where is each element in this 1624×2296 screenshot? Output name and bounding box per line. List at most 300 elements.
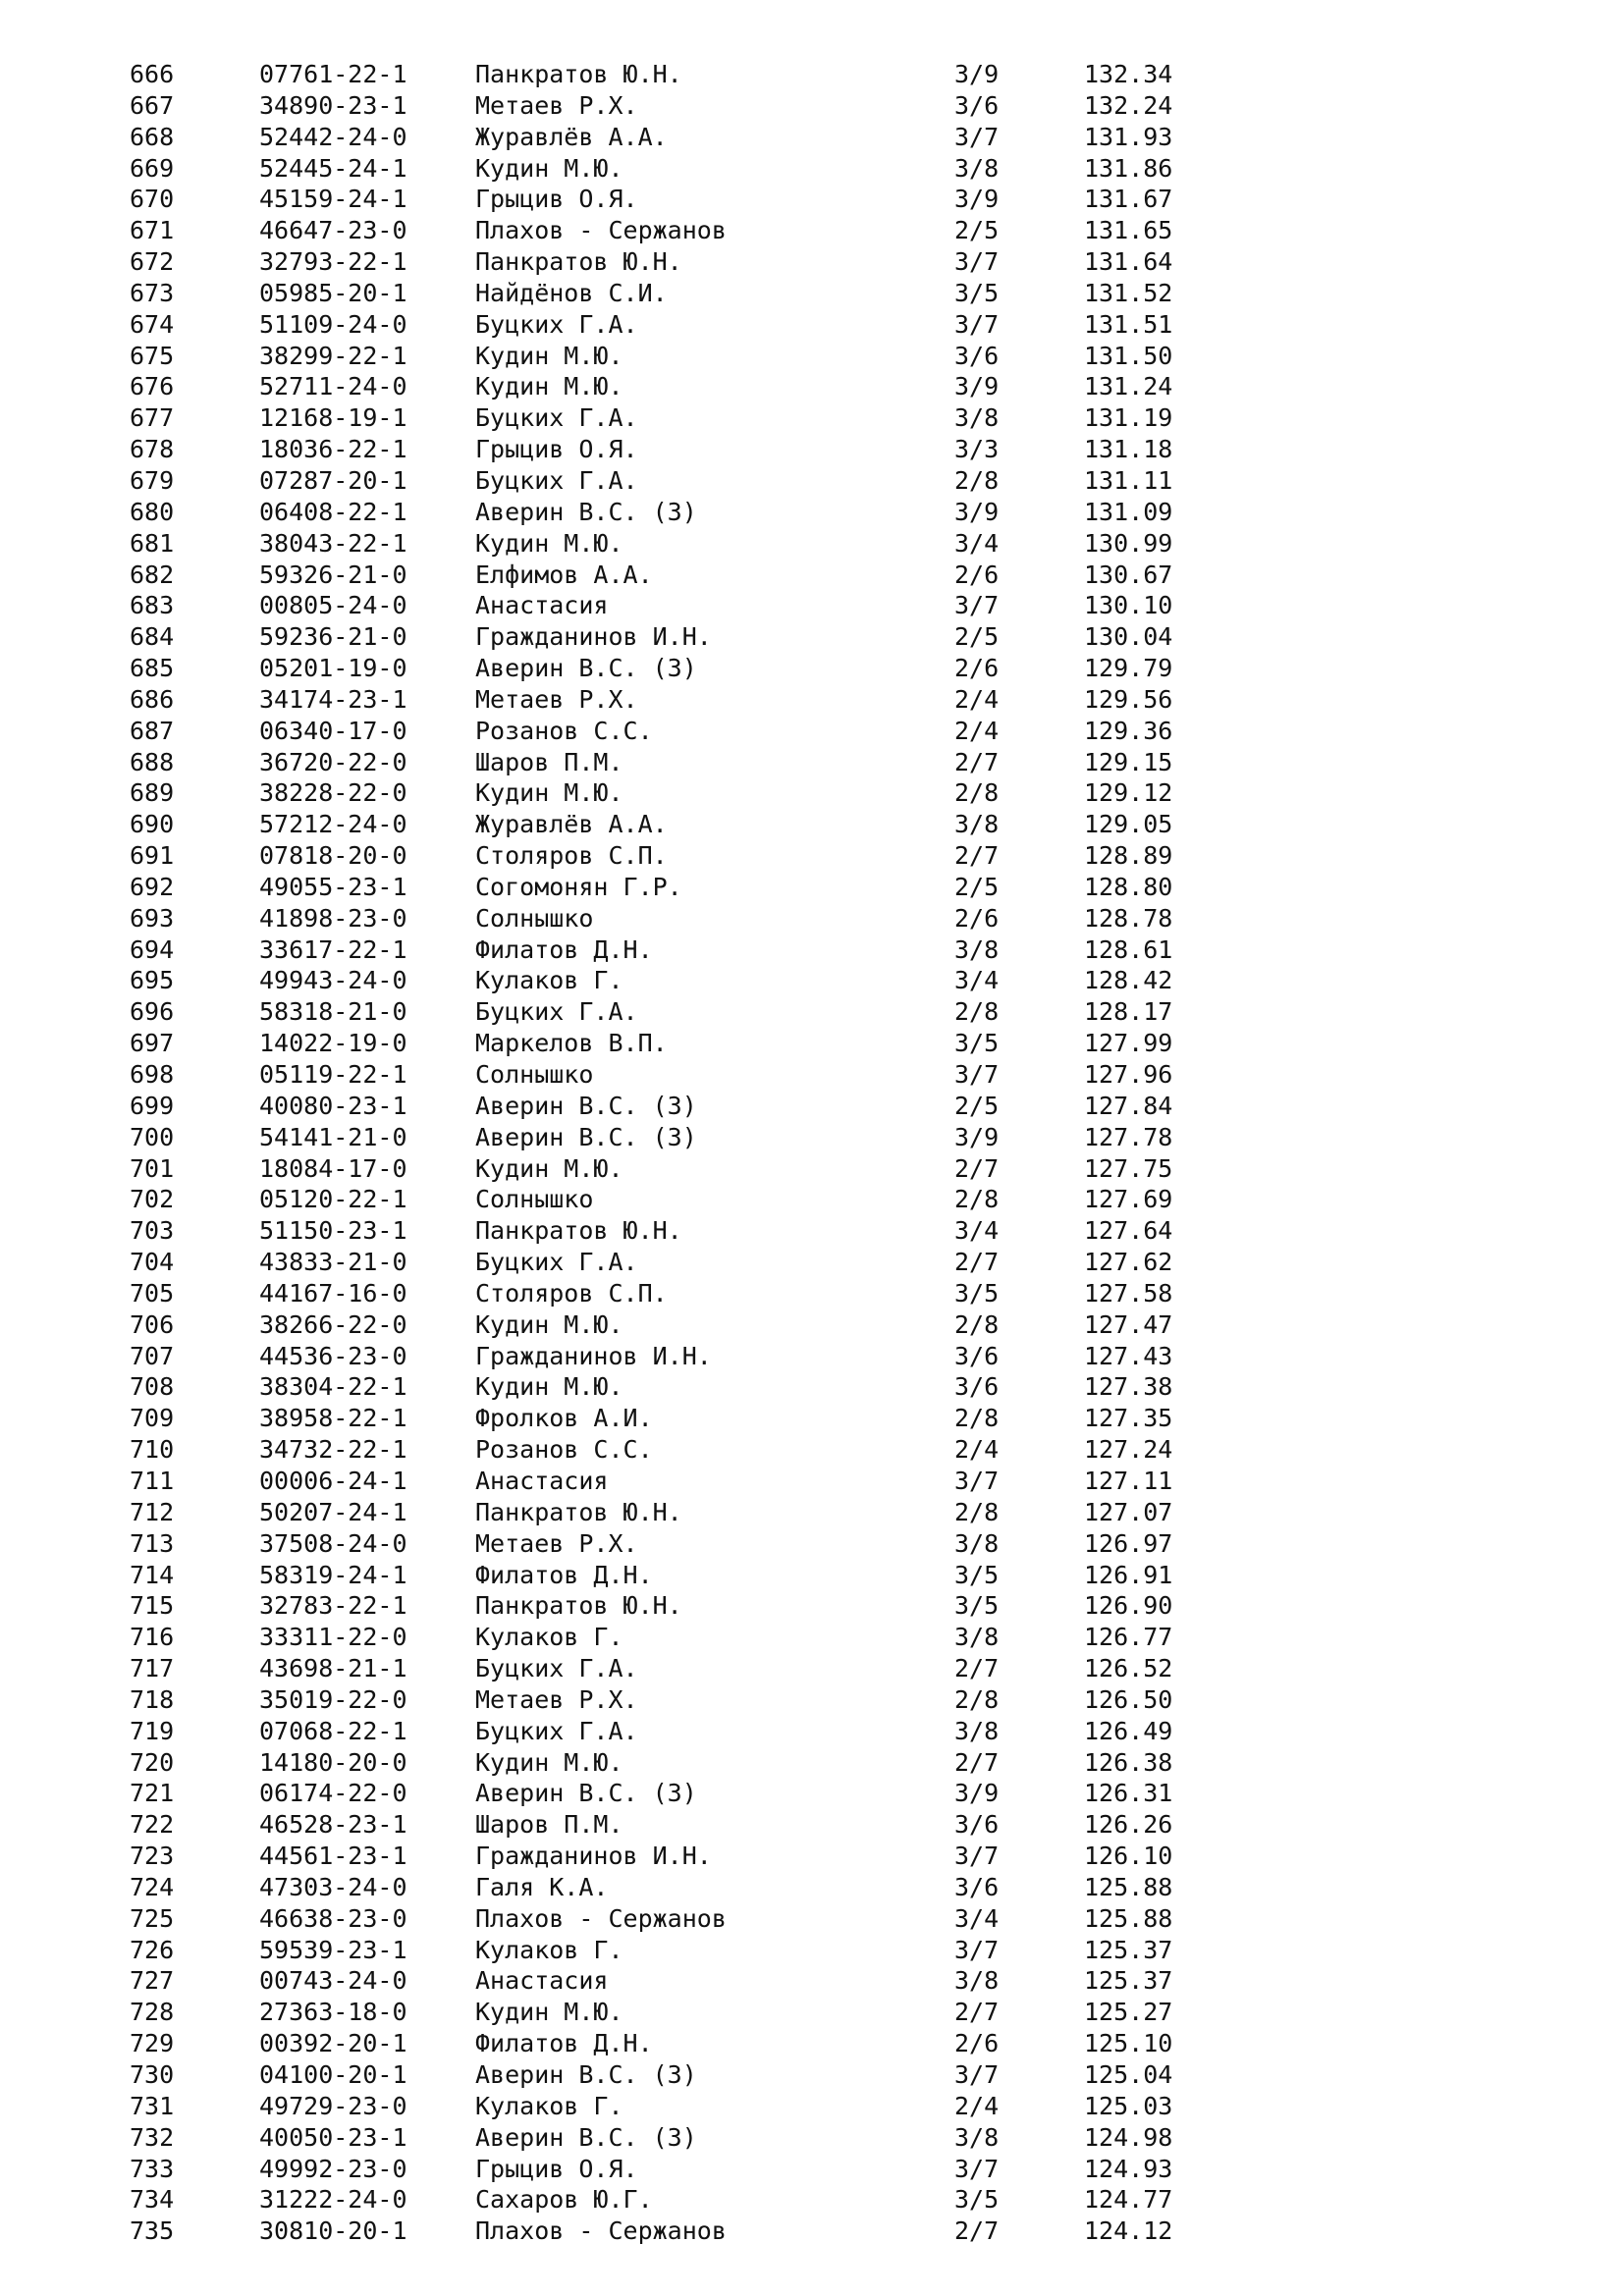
table-row [0,2184,1624,2216]
ring-number: 59539-23-1 [259,1935,407,1964]
table-row [0,2154,1624,2185]
table-row [0,90,1624,122]
owner-name: Кудин М.Ю. [475,1153,623,1183]
place-number: 683 [130,591,175,620]
speed-value: 125.04 [1084,2060,1173,2089]
place-number: 700 [130,1122,175,1151]
speed-value: 125.88 [1084,1872,1173,1901]
owner-name: Панкратов Ю.Н. [475,60,682,88]
result-value: 3/8 [954,1528,1000,1558]
speed-value: 131.93 [1084,122,1173,151]
ring-number: 38043-22-1 [259,528,407,558]
ring-number: 50207-24-1 [259,1497,407,1526]
speed-value: 126.90 [1084,1591,1173,1621]
ring-number: 38304-22-1 [259,1372,407,1402]
ring-number: 00805-24-0 [259,591,407,620]
result-value: 2/5 [954,872,1000,901]
speed-value: 128.17 [1084,997,1173,1027]
ring-number: 59236-21-0 [259,622,407,652]
speed-value: 131.50 [1084,341,1173,370]
speed-value: 127.69 [1084,1185,1173,1214]
result-value: 2/8 [954,1309,1000,1339]
table-row [0,122,1624,153]
speed-value: 127.62 [1084,1248,1173,1277]
result-value: 3/4 [954,1216,1000,1246]
speed-value: 125.27 [1084,1998,1173,2027]
table-row [0,1841,1624,1872]
owner-name: Кудин М.Ю. [475,372,623,401]
owner-name: Панкратов Ю.Н. [475,1591,682,1621]
table-row [0,59,1624,90]
place-number: 682 [130,560,175,589]
place-number: 699 [130,1091,175,1120]
ring-number: 51150-23-1 [259,1216,407,1246]
result-value: 3/9 [954,1779,1000,1808]
speed-value: 126.31 [1084,1779,1173,1808]
table-row [0,1747,1624,1779]
place-number: 670 [130,185,175,214]
ring-number: 49992-23-0 [259,2154,407,2183]
place-number: 708 [130,1372,175,1402]
speed-value: 127.64 [1084,1216,1173,1246]
table-row [0,716,1624,747]
place-number: 669 [130,153,175,183]
speed-value: 127.07 [1084,1497,1173,1526]
speed-value: 126.50 [1084,1684,1173,1714]
owner-name: Плахов - Сержанов [475,2216,727,2246]
table-row [0,1935,1624,1966]
place-number: 695 [130,966,175,995]
table-row [0,1684,1624,1716]
speed-value: 128.78 [1084,903,1173,933]
place-number: 706 [130,1309,175,1339]
speed-value: 126.38 [1084,1747,1173,1777]
result-value: 3/5 [954,1029,1000,1058]
table-row [0,1965,1624,1997]
speed-value: 130.04 [1084,622,1173,652]
table-row [0,278,1624,309]
owner-name: Елфимов А.А. [475,560,653,589]
speed-value: 131.64 [1084,247,1173,277]
speed-value: 126.91 [1084,1560,1173,1589]
place-number: 691 [130,841,175,871]
place-number: 720 [130,1747,175,1777]
speed-value: 131.86 [1084,153,1173,183]
place-number: 681 [130,528,175,558]
place-number: 675 [130,341,175,370]
result-value: 3/5 [954,1278,1000,1308]
ring-number: 38299-22-1 [259,341,407,370]
owner-name: Буцких Г.А. [475,309,638,339]
table-row [0,777,1624,809]
ring-number: 46638-23-0 [259,1903,407,1933]
place-number: 702 [130,1185,175,1214]
place-number: 693 [130,903,175,933]
speed-value: 126.26 [1084,1810,1173,1840]
place-number: 723 [130,1842,175,1871]
owner-name: Кудин М.Ю. [475,1309,623,1339]
result-value: 3/6 [954,1810,1000,1840]
owner-name: Филатов Д.Н. [475,2029,653,2058]
owner-name: Метаев Р.Х. [475,90,638,120]
owner-name: Розанов С.С. [475,1435,653,1465]
table-row [0,2091,1624,2122]
result-value: 2/6 [954,903,1000,933]
speed-value: 126.49 [1084,1716,1173,1745]
place-number: 716 [130,1623,175,1652]
ring-number: 49729-23-0 [259,2091,407,2120]
place-number: 728 [130,1998,175,2027]
ring-number: 38266-22-0 [259,1309,407,1339]
result-value: 2/8 [954,1185,1000,1214]
owner-name: Буцких Г.А. [475,1248,638,1277]
ring-number: 52445-24-1 [259,153,407,183]
table-row [0,341,1624,372]
result-value: 3/8 [954,1623,1000,1652]
owner-name: Согомонян Г.Р. [475,872,682,901]
result-value: 3/8 [954,1716,1000,1745]
speed-value: 126.52 [1084,1654,1173,1683]
owner-name: Кудин М.Ю. [475,341,623,370]
ring-number: 40050-23-1 [259,2122,407,2152]
owner-name: Розанов С.С. [475,716,653,745]
result-value: 2/7 [954,841,1000,871]
ring-number: 05985-20-1 [259,278,407,307]
speed-value: 127.24 [1084,1435,1173,1465]
result-value: 2/5 [954,622,1000,652]
ring-number: 07818-20-0 [259,841,407,871]
ring-number: 57212-24-0 [259,810,407,839]
owner-name: Кудин М.Ю. [475,778,623,808]
result-value: 3/4 [954,966,1000,995]
table-row [0,684,1624,716]
table-row [0,1028,1624,1059]
place-number: 733 [130,2154,175,2183]
owner-name: Грыцив О.Я. [475,185,638,214]
ring-number: 05201-19-0 [259,654,407,683]
result-value: 3/5 [954,1591,1000,1621]
owner-name: Солнышко [475,1060,594,1089]
table-row [0,560,1624,591]
owner-name: Солнышко [475,1185,594,1214]
speed-value: 130.99 [1084,528,1173,558]
place-number: 696 [130,997,175,1027]
table-row [0,2216,1624,2247]
owner-name: Филатов Д.Н. [475,934,653,964]
speed-value: 124.12 [1084,2216,1173,2246]
speed-value: 129.56 [1084,684,1173,714]
result-value: 3/7 [954,1935,1000,1964]
owner-name: Буцких Г.А. [475,997,638,1027]
ring-number: 54141-21-0 [259,1122,407,1151]
owner-name: Кудин М.Ю. [475,528,623,558]
result-value: 2/8 [954,1684,1000,1714]
ring-number: 45159-24-1 [259,185,407,214]
speed-value: 125.88 [1084,1903,1173,1933]
table-row [0,497,1624,528]
place-number: 715 [130,1591,175,1621]
owner-name: Метаев Р.Х. [475,1528,638,1558]
place-number: 689 [130,778,175,808]
speed-value: 129.36 [1084,716,1173,745]
speed-value: 125.37 [1084,1935,1173,1964]
ring-number: 31222-24-0 [259,2185,407,2215]
speed-value: 127.96 [1084,1060,1173,1089]
ring-number: 34890-23-1 [259,90,407,120]
result-value: 3/8 [954,934,1000,964]
owner-name: Филатов Д.Н. [475,1560,653,1589]
owner-name: Анастасия [475,1966,609,1996]
ring-number: 32793-22-1 [259,247,407,277]
owner-name: Аверин В.С. (З) [475,2060,697,2089]
owner-name: Кулаков Г. [475,966,623,995]
place-number: 674 [130,309,175,339]
owner-name: Журавлёв А.А. [475,810,668,839]
speed-value: 128.80 [1084,872,1173,901]
place-number: 697 [130,1029,175,1058]
table-row [0,996,1624,1028]
result-value: 3/9 [954,185,1000,214]
ring-number: 41898-23-0 [259,903,407,933]
table-row [0,2028,1624,2059]
speed-value: 130.67 [1084,560,1173,589]
table-row [0,246,1624,278]
result-value: 2/8 [954,1497,1000,1526]
owner-name: Кулаков Г. [475,1935,623,1964]
speed-value: 125.10 [1084,2029,1173,2058]
place-number: 672 [130,247,175,277]
place-number: 684 [130,622,175,652]
ring-number: 00392-20-1 [259,2029,407,2058]
ring-number: 07761-22-1 [259,60,407,88]
table-row [0,1215,1624,1247]
owner-name: Сахаров Ю.Г. [475,2185,653,2215]
speed-value: 126.97 [1084,1528,1173,1558]
place-number: 678 [130,435,175,464]
results-table [0,59,1624,2247]
ring-number: 07068-22-1 [259,1716,407,1745]
ring-number: 35019-22-0 [259,1684,407,1714]
result-value: 3/8 [954,1966,1000,1996]
table-row [0,2059,1624,2091]
owner-name: Кудин М.Ю. [475,153,623,183]
owner-name: Журавлёв А.А. [475,122,668,151]
table-row [0,1278,1624,1309]
result-value: 3/6 [954,90,1000,120]
table-row [0,809,1624,840]
result-value: 2/6 [954,2029,1000,2058]
speed-value: 132.34 [1084,60,1173,88]
place-number: 688 [130,747,175,776]
result-value: 3/9 [954,497,1000,526]
place-number: 732 [130,2122,175,2152]
table-row [0,1184,1624,1215]
speed-value: 126.10 [1084,1842,1173,1871]
result-value: 3/7 [954,309,1000,339]
place-number: 698 [130,1060,175,1089]
owner-name: Панкратов Ю.Н. [475,1216,682,1246]
table-row [0,934,1624,966]
table-row [0,1716,1624,1747]
speed-value: 128.42 [1084,966,1173,995]
ring-number: 07287-20-1 [259,465,407,495]
owner-name: Кудин М.Ю. [475,1998,623,2027]
place-number: 726 [130,1935,175,1964]
result-value: 3/7 [954,1466,1000,1495]
table-row [0,434,1624,465]
table-row [0,1872,1624,1903]
table-row [0,402,1624,434]
place-number: 729 [130,2029,175,2058]
owner-name: Буцких Г.А. [475,1654,638,1683]
ring-number: 12168-19-1 [259,403,407,433]
owner-name: Кудин М.Ю. [475,1747,623,1777]
table-row [0,1466,1624,1497]
ring-number: 38958-22-1 [259,1404,407,1433]
owner-name: Кудин М.Ю. [475,1372,623,1402]
ring-number: 44561-23-1 [259,1842,407,1871]
result-value: 3/7 [954,122,1000,151]
result-value: 2/5 [954,1091,1000,1120]
result-value: 2/8 [954,997,1000,1027]
ring-number: 05119-22-1 [259,1060,407,1089]
owner-name: Фролков А.И. [475,1404,653,1433]
owner-name: Гражданинов И.Н. [475,1842,712,1871]
ring-number: 49943-24-0 [259,966,407,995]
ring-number: 44536-23-0 [259,1341,407,1370]
ring-number: 59326-21-0 [259,560,407,589]
table-row [0,653,1624,684]
owner-name: Анастасия [475,591,609,620]
speed-value: 131.65 [1084,216,1173,245]
place-number: 717 [130,1654,175,1683]
place-number: 709 [130,1404,175,1433]
place-number: 725 [130,1903,175,1933]
table-row [0,1371,1624,1403]
ring-number: 46528-23-1 [259,1810,407,1840]
table-row [0,1122,1624,1153]
table-row [0,465,1624,497]
owner-name: Аверин В.С. (З) [475,654,697,683]
speed-value: 127.99 [1084,1029,1173,1058]
result-value: 3/6 [954,341,1000,370]
place-number: 714 [130,1560,175,1589]
place-number: 724 [130,1872,175,1901]
place-number: 727 [130,1966,175,1996]
speed-value: 129.15 [1084,747,1173,776]
result-value: 3/4 [954,528,1000,558]
result-value: 3/7 [954,2060,1000,2089]
owner-name: Найдёнов С.И. [475,278,668,307]
speed-value: 127.35 [1084,1404,1173,1433]
speed-value: 127.47 [1084,1309,1173,1339]
place-number: 734 [130,2185,175,2215]
table-row [0,840,1624,872]
table-row [0,1809,1624,1841]
result-value: 2/7 [954,2216,1000,2246]
place-number: 673 [130,278,175,307]
table-row [0,1903,1624,1935]
result-value: 2/7 [954,1248,1000,1277]
table-row [0,1590,1624,1622]
ring-number: 33617-22-1 [259,934,407,964]
owner-name: Гражданинов И.Н. [475,622,712,652]
owner-name: Гражданинов И.Н. [475,1341,712,1370]
place-number: 710 [130,1435,175,1465]
result-value: 3/8 [954,403,1000,433]
speed-value: 131.67 [1084,185,1173,214]
ring-number: 37508-24-0 [259,1528,407,1558]
table-row [0,903,1624,934]
ring-number: 30810-20-1 [259,2216,407,2246]
place-number: 701 [130,1153,175,1183]
speed-value: 124.93 [1084,2154,1173,2183]
speed-value: 130.10 [1084,591,1173,620]
ring-number: 33311-22-0 [259,1623,407,1652]
result-value: 3/8 [954,153,1000,183]
owner-name: Буцких Г.А. [475,403,638,433]
owner-name: Маркелов В.П. [475,1029,668,1058]
result-value: 3/7 [954,591,1000,620]
ring-number: 34732-22-1 [259,1435,407,1465]
place-number: 671 [130,216,175,245]
owner-name: Аверин В.С. (З) [475,2122,697,2152]
speed-value: 127.11 [1084,1466,1173,1495]
table-row [0,371,1624,402]
ring-number: 27363-18-0 [259,1998,407,2027]
result-value: 3/6 [954,1372,1000,1402]
place-number: 731 [130,2091,175,2120]
speed-value: 131.52 [1084,278,1173,307]
speed-value: 127.78 [1084,1122,1173,1151]
result-value: 3/9 [954,1122,1000,1151]
ring-number: 32783-22-1 [259,1591,407,1621]
result-value: 3/8 [954,2122,1000,2152]
owner-name: Панкратов Ю.Н. [475,1497,682,1526]
place-number: 666 [130,60,175,88]
table-row [0,1434,1624,1466]
speed-value: 127.58 [1084,1278,1173,1308]
result-value: 3/7 [954,1842,1000,1871]
place-number: 721 [130,1779,175,1808]
table-row [0,1309,1624,1341]
speed-value: 128.89 [1084,841,1173,871]
place-number: 668 [130,122,175,151]
ring-number: 06340-17-0 [259,716,407,745]
table-row [0,184,1624,215]
owner-name: Шаров П.М. [475,1810,623,1840]
ring-number: 40080-23-1 [259,1091,407,1120]
place-number: 680 [130,497,175,526]
place-number: 676 [130,372,175,401]
ring-number: 38228-22-0 [259,778,407,808]
ring-number: 58319-24-1 [259,1560,407,1589]
speed-value: 124.77 [1084,2185,1173,2215]
speed-value: 127.84 [1084,1091,1173,1120]
owner-name: Грыцив О.Я. [475,2154,638,2183]
result-value: 3/5 [954,278,1000,307]
place-number: 687 [130,716,175,745]
speed-value: 125.03 [1084,2091,1173,2120]
place-number: 711 [130,1466,175,1495]
result-value: 2/4 [954,2091,1000,2120]
place-number: 704 [130,1248,175,1277]
owner-name: Плахов - Сержанов [475,216,727,245]
speed-value: 127.38 [1084,1372,1173,1402]
speed-value: 131.51 [1084,309,1173,339]
ring-number: 58318-21-0 [259,997,407,1027]
owner-name: Панкратов Ю.Н. [475,247,682,277]
